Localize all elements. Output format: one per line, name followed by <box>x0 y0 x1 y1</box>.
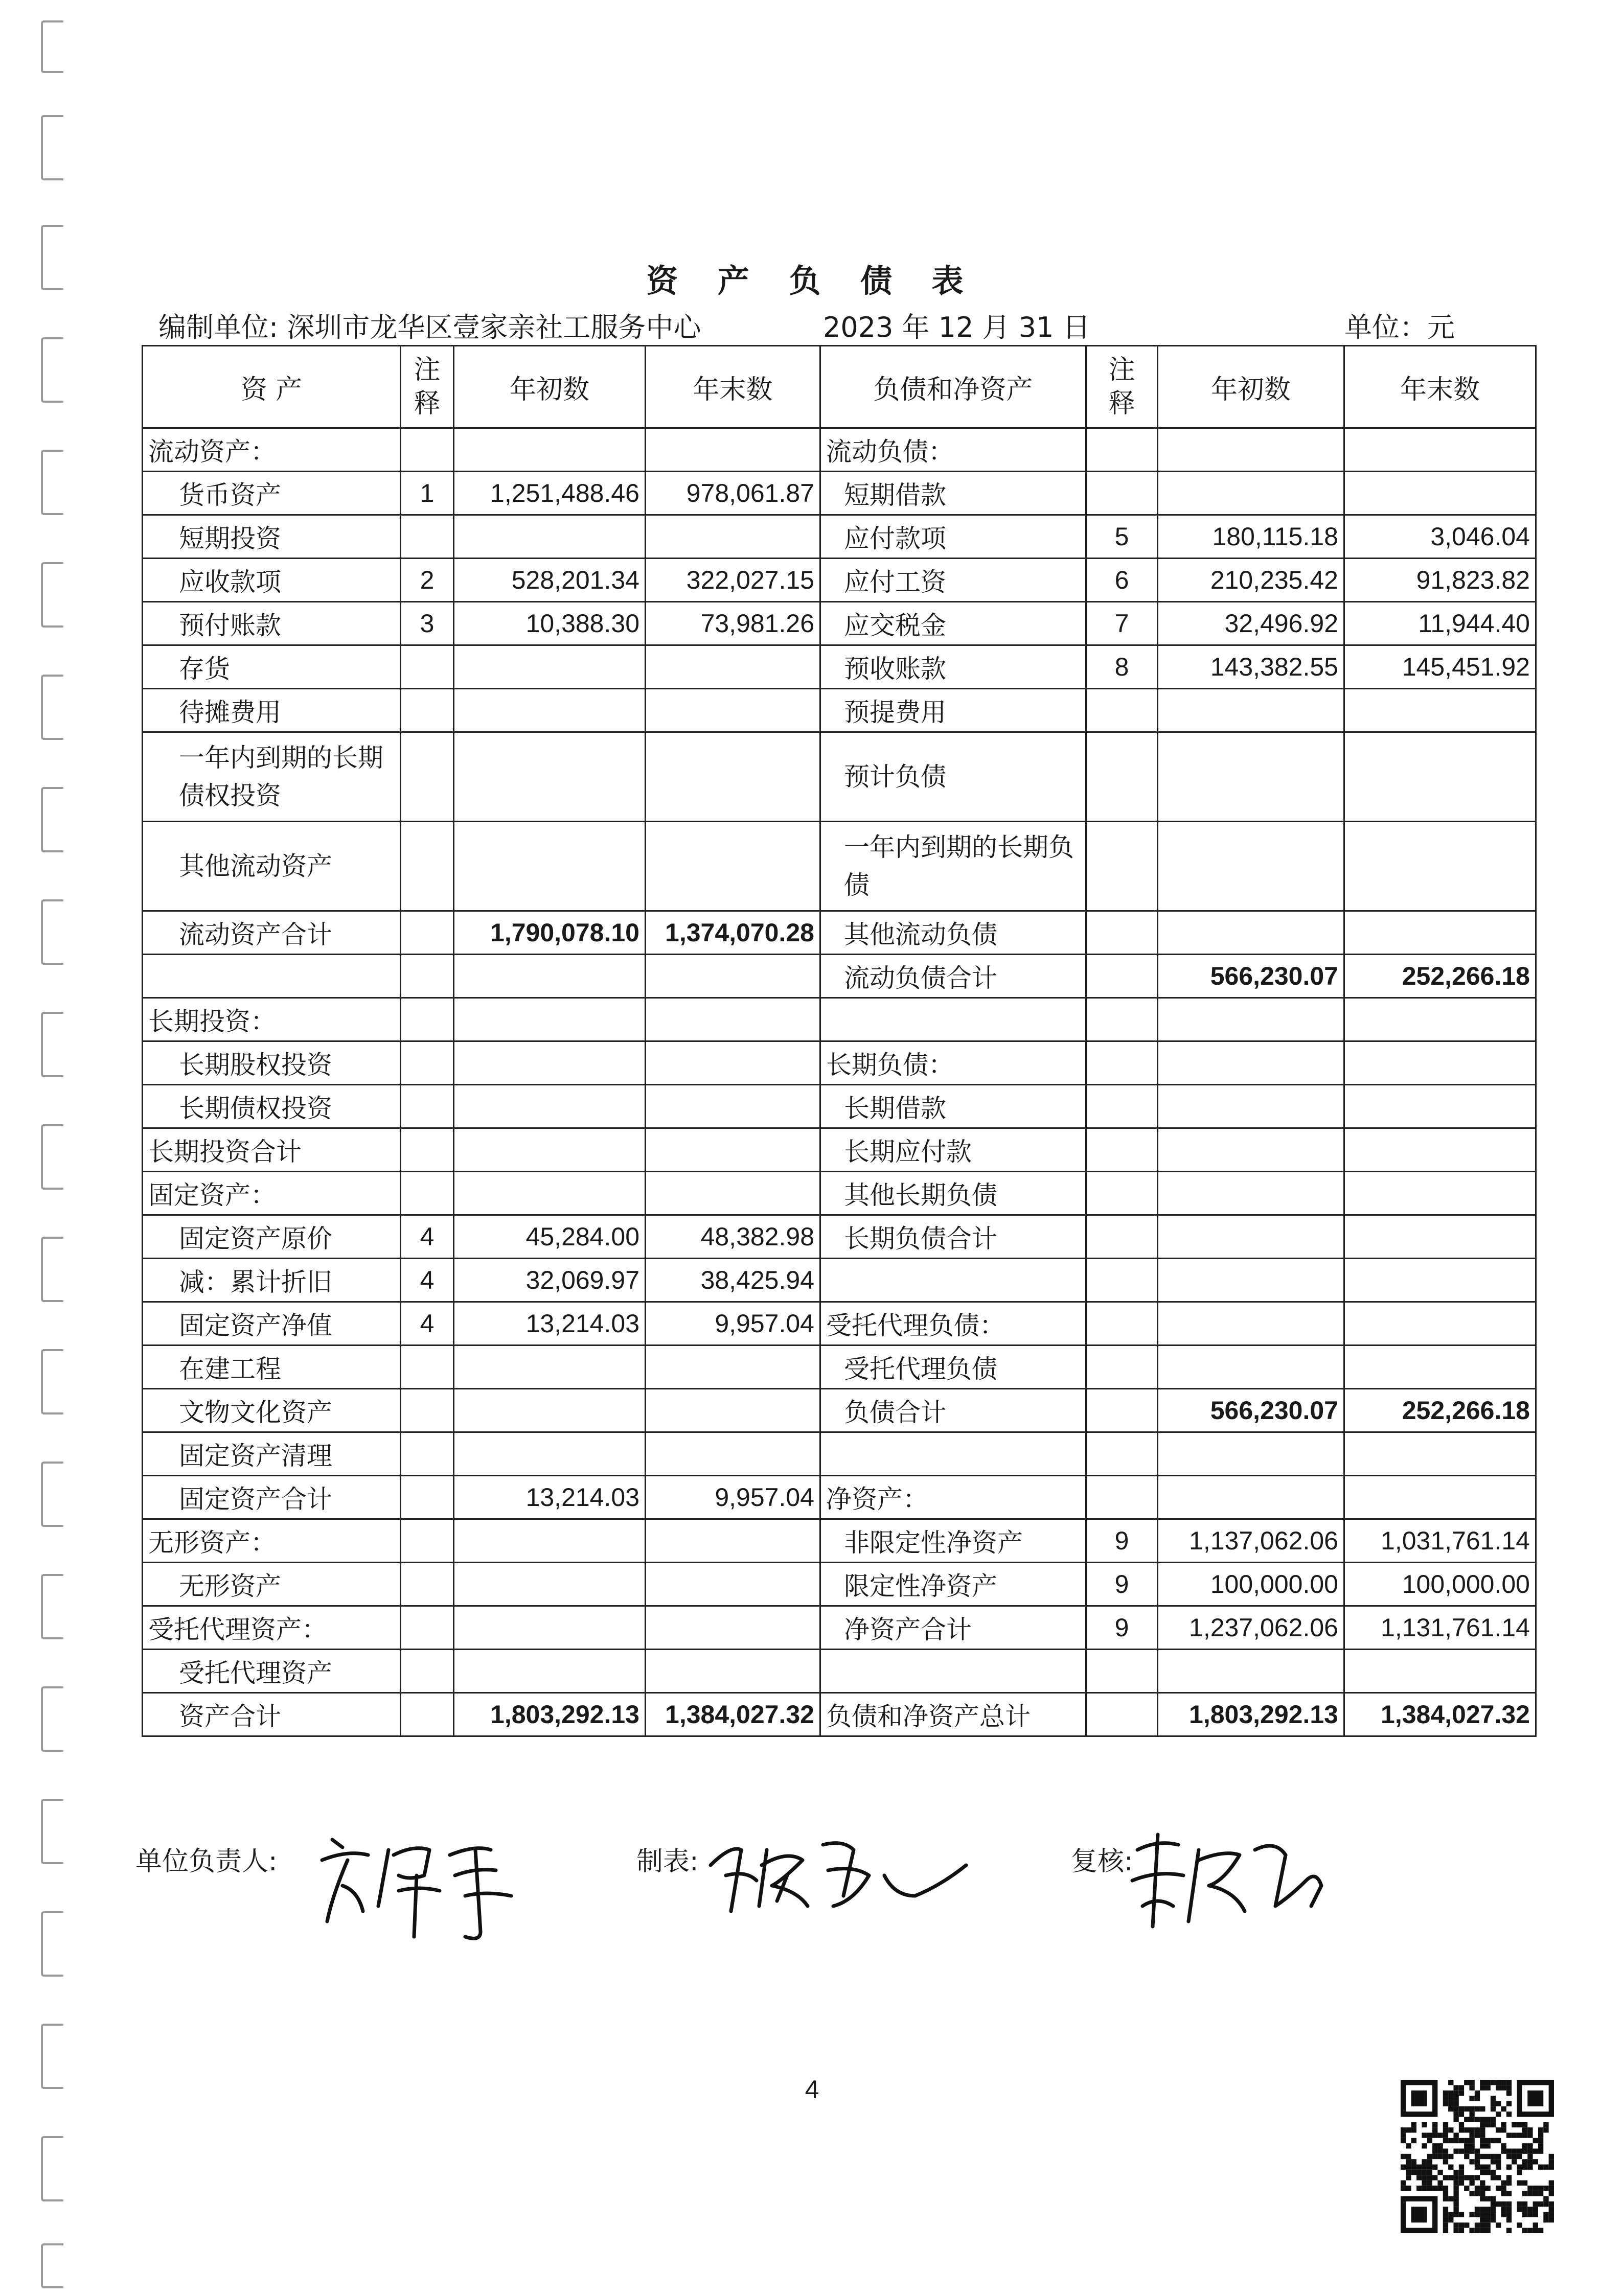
asset-begin <box>454 428 646 472</box>
liability-note <box>1086 1389 1158 1432</box>
asset-note: 4 <box>401 1215 454 1259</box>
liability-begin: 210,235.42 <box>1158 559 1344 602</box>
liability-label <box>820 1259 1086 1302</box>
asset-note <box>401 1085 454 1128</box>
table-row <box>143 955 1536 998</box>
col-end-header: 年末数 <box>646 346 820 428</box>
liability-note: 9 <box>1086 1606 1158 1650</box>
table-row <box>143 645 1536 689</box>
liability-begin: 1,137,062.06 <box>1158 1519 1344 1563</box>
liability-note <box>1086 1041 1158 1085</box>
balance-sheet-table <box>142 345 1537 1737</box>
liability-end: 1,131,761.14 <box>1344 1606 1536 1650</box>
table-row <box>143 1172 1536 1215</box>
table-row <box>143 602 1536 645</box>
asset-begin: 13,214.03 <box>454 1476 646 1519</box>
liability-label: 其他流动负债 <box>820 911 1086 955</box>
table-row <box>143 732 1536 822</box>
asset-end <box>646 515 820 559</box>
signature-reviewer-label: 复核: <box>1071 1846 1133 1877</box>
asset-note <box>401 998 454 1041</box>
liability-end: 3,046.04 <box>1344 515 1536 559</box>
liability-begin: 1,803,292.13 <box>1158 1693 1344 1736</box>
liability-begin <box>1158 732 1344 822</box>
asset-end <box>646 822 820 911</box>
asset-note <box>401 1432 454 1476</box>
liability-begin <box>1158 1128 1344 1172</box>
liability-end <box>1344 911 1536 955</box>
asset-note: 1 <box>401 472 454 515</box>
liability-begin <box>1158 1259 1344 1302</box>
liability-end <box>1344 732 1536 822</box>
table-row <box>143 472 1536 515</box>
liability-note <box>1086 911 1158 955</box>
asset-begin <box>454 645 646 689</box>
asset-begin <box>454 515 646 559</box>
liability-begin <box>1158 1172 1344 1215</box>
asset-label: 待摊费用 <box>143 689 401 732</box>
asset-begin <box>454 1606 646 1650</box>
liability-begin <box>1158 1432 1344 1476</box>
liability-end <box>1344 1432 1536 1476</box>
table-row <box>143 1215 1536 1259</box>
liability-label: 预收账款 <box>820 645 1086 689</box>
table-row <box>143 911 1536 955</box>
asset-label: 预付账款 <box>143 602 401 645</box>
liability-end <box>1344 822 1536 911</box>
asset-label: 货币资产 <box>143 472 401 515</box>
liability-begin: 32,496.92 <box>1158 602 1344 645</box>
liability-note <box>1086 1085 1158 1128</box>
table-row <box>143 1346 1536 1389</box>
liability-begin <box>1158 822 1344 911</box>
asset-end <box>646 689 820 732</box>
signature-head <box>312 1819 527 1947</box>
asset-end: 1,384,027.32 <box>646 1693 820 1736</box>
asset-begin <box>454 1389 646 1432</box>
asset-begin <box>454 998 646 1041</box>
asset-label: 长期债权投资 <box>143 1085 401 1128</box>
liability-begin: 566,230.07 <box>1158 1389 1344 1432</box>
asset-label: 短期投资 <box>143 515 401 559</box>
liability-begin <box>1158 1302 1344 1346</box>
asset-label: 无形资产 <box>143 1563 401 1606</box>
currency-unit: 单位：元 <box>1344 311 1455 343</box>
liability-end: 1,031,761.14 <box>1344 1519 1536 1563</box>
liability-note: 7 <box>1086 602 1158 645</box>
liability-label: 受托代理负债 <box>820 1346 1086 1389</box>
table-row <box>143 559 1536 602</box>
liability-label: 其他长期负债 <box>820 1172 1086 1215</box>
asset-begin: 13,214.03 <box>454 1302 646 1346</box>
liability-end <box>1344 1128 1536 1172</box>
liability-end: 11,944.40 <box>1344 602 1536 645</box>
asset-end: 9,957.04 <box>646 1476 820 1519</box>
table-row <box>143 1041 1536 1085</box>
liability-begin <box>1158 998 1344 1041</box>
col-begin2-header: 年初数 <box>1158 346 1344 428</box>
asset-note <box>401 955 454 998</box>
page-title: 资 产 负 债 表 <box>646 262 978 299</box>
liability-end <box>1344 1085 1536 1128</box>
col-assets-header: 资 产 <box>143 346 401 428</box>
table-row <box>143 822 1536 911</box>
page-number: 4 <box>805 2075 819 2104</box>
asset-note <box>401 911 454 955</box>
asset-label: 流动资产合计 <box>143 911 401 955</box>
asset-begin: 32,069.97 <box>454 1259 646 1302</box>
liability-begin <box>1158 1346 1344 1389</box>
asset-note <box>401 1650 454 1693</box>
table-row <box>143 1259 1536 1302</box>
liability-label: 预计负债 <box>820 732 1086 822</box>
table-row <box>143 1476 1536 1519</box>
table-row <box>143 1085 1536 1128</box>
liability-note <box>1086 1215 1158 1259</box>
asset-label: 受托代理资产： <box>143 1606 401 1650</box>
asset-end <box>646 1085 820 1128</box>
asset-label: 文物文化资产 <box>143 1389 401 1432</box>
liability-begin <box>1158 1085 1344 1128</box>
liability-begin <box>1158 911 1344 955</box>
asset-begin: 1,790,078.10 <box>454 911 646 955</box>
col-note-header <box>401 346 454 428</box>
liability-end <box>1344 1172 1536 1215</box>
table-row <box>143 1389 1536 1432</box>
liability-label <box>820 1432 1086 1476</box>
liability-end <box>1344 1041 1536 1085</box>
table-row <box>143 1650 1536 1693</box>
asset-label: 长期投资合计 <box>143 1128 401 1172</box>
asset-end: 9,957.04 <box>646 1302 820 1346</box>
asset-begin <box>454 1085 646 1128</box>
liability-note <box>1086 822 1158 911</box>
asset-note <box>401 1606 454 1650</box>
asset-begin <box>454 1519 646 1563</box>
asset-note <box>401 1693 454 1736</box>
table-row <box>143 689 1536 732</box>
asset-end <box>646 1650 820 1693</box>
asset-end <box>646 1041 820 1085</box>
liability-note <box>1086 955 1158 998</box>
liability-label: 应交税金 <box>820 602 1086 645</box>
asset-label: 减：累计折旧 <box>143 1259 401 1302</box>
liability-note <box>1086 732 1158 822</box>
asset-label: 固定资产合计 <box>143 1476 401 1519</box>
liability-begin <box>1158 472 1344 515</box>
asset-end <box>646 1432 820 1476</box>
asset-note <box>401 515 454 559</box>
asset-end <box>646 1389 820 1432</box>
asset-label: 固定资产原价 <box>143 1215 401 1259</box>
liability-begin <box>1158 1650 1344 1693</box>
asset-begin <box>454 955 646 998</box>
table-row <box>143 998 1536 1041</box>
asset-begin <box>454 1563 646 1606</box>
liability-end: 252,266.18 <box>1344 1389 1536 1432</box>
col-note2-header-text: 注释 <box>1108 355 1135 419</box>
liability-note <box>1086 1476 1158 1519</box>
liability-end <box>1344 1346 1536 1389</box>
liability-end: 1,384,027.32 <box>1344 1693 1536 1736</box>
asset-end <box>646 955 820 998</box>
asset-begin: 1,251,488.46 <box>454 472 646 515</box>
report-date: 2023 年 12 月 31 日 <box>823 311 1090 343</box>
asset-label: 在建工程 <box>143 1346 401 1389</box>
table-row <box>143 1563 1536 1606</box>
liability-note <box>1086 1172 1158 1215</box>
liability-label: 长期负债： <box>820 1041 1086 1085</box>
asset-note <box>401 1128 454 1172</box>
asset-begin: 528,201.34 <box>454 559 646 602</box>
asset-end <box>646 1606 820 1650</box>
asset-label: 无形资产： <box>143 1519 401 1563</box>
col-note2-header <box>1086 346 1158 428</box>
liability-end <box>1344 1215 1536 1259</box>
signature-head-label: 单位负责人: <box>135 1846 278 1877</box>
liability-label: 应付工资 <box>820 559 1086 602</box>
liability-label: 一年内到期的长期负债 <box>820 822 1086 911</box>
asset-end <box>646 645 820 689</box>
asset-label: 固定资产： <box>143 1172 401 1215</box>
liability-label: 长期借款 <box>820 1085 1086 1128</box>
col-note-header-text: 注释 <box>414 355 441 419</box>
liability-begin: 1,237,062.06 <box>1158 1606 1344 1650</box>
liability-label: 应付款项 <box>820 515 1086 559</box>
liability-note <box>1086 1302 1158 1346</box>
liability-end: 100,000.00 <box>1344 1563 1536 1606</box>
asset-label: 存货 <box>143 645 401 689</box>
reporting-unit: 编制单位: 深圳市龙华区壹家亲社工服务中心 <box>158 311 701 343</box>
liability-begin <box>1158 1476 1344 1519</box>
liability-note: 5 <box>1086 515 1158 559</box>
asset-note: 3 <box>401 602 454 645</box>
liability-note <box>1086 1259 1158 1302</box>
liability-label: 流动负债合计 <box>820 955 1086 998</box>
liability-label <box>820 998 1086 1041</box>
asset-end: 48,382.98 <box>646 1215 820 1259</box>
asset-end: 322,027.15 <box>646 559 820 602</box>
liability-end: 91,823.82 <box>1344 559 1536 602</box>
asset-note <box>401 822 454 911</box>
asset-begin: 10,388.30 <box>454 602 646 645</box>
asset-label: 长期股权投资 <box>143 1041 401 1085</box>
asset-label: 固定资产净值 <box>143 1302 401 1346</box>
liability-end: 252,266.18 <box>1344 955 1536 998</box>
asset-end <box>646 1172 820 1215</box>
liability-label: 负债和净资产总计 <box>820 1693 1086 1736</box>
table-row <box>143 1302 1536 1346</box>
signature-maker-label: 制表: <box>636 1846 699 1877</box>
asset-note <box>401 428 454 472</box>
asset-note <box>401 645 454 689</box>
asset-note <box>401 1519 454 1563</box>
liability-note <box>1086 428 1158 472</box>
liability-label: 受托代理负债： <box>820 1302 1086 1346</box>
liability-begin <box>1158 1041 1344 1085</box>
asset-note <box>401 1346 454 1389</box>
asset-begin <box>454 689 646 732</box>
asset-end <box>646 732 820 822</box>
asset-end <box>646 1128 820 1172</box>
liability-label: 非限定性净资产 <box>820 1519 1086 1563</box>
asset-note: 2 <box>401 559 454 602</box>
liability-begin <box>1158 1215 1344 1259</box>
asset-label: 一年内到期的长期债权投资 <box>143 732 401 822</box>
liability-begin: 566,230.07 <box>1158 955 1344 998</box>
col-begin-header: 年初数 <box>454 346 646 428</box>
liability-end: 145,451.92 <box>1344 645 1536 689</box>
liability-note <box>1086 1432 1158 1476</box>
asset-end <box>646 1563 820 1606</box>
asset-note <box>401 689 454 732</box>
table-row <box>143 1519 1536 1563</box>
asset-end <box>646 1346 820 1389</box>
table-row <box>143 515 1536 559</box>
col-end2-header: 年末数 <box>1344 346 1536 428</box>
asset-note: 4 <box>401 1259 454 1302</box>
liability-note: 9 <box>1086 1563 1158 1606</box>
asset-end: 1,374,070.28 <box>646 911 820 955</box>
liability-note <box>1086 1128 1158 1172</box>
table-row <box>143 1432 1536 1476</box>
asset-begin <box>454 1128 646 1172</box>
asset-note: 4 <box>401 1302 454 1346</box>
liability-label: 净资产： <box>820 1476 1086 1519</box>
liability-end <box>1344 1650 1536 1693</box>
asset-label: 资产合计 <box>143 1693 401 1736</box>
liability-note: 9 <box>1086 1519 1158 1563</box>
table-row <box>143 1128 1536 1172</box>
liability-end <box>1344 1259 1536 1302</box>
qr-code <box>1401 2080 1554 2233</box>
table-header-row <box>143 346 1536 428</box>
asset-end <box>646 998 820 1041</box>
liability-note <box>1086 1693 1158 1736</box>
asset-end <box>646 428 820 472</box>
liability-label <box>820 1650 1086 1693</box>
asset-begin <box>454 1041 646 1085</box>
liability-note: 6 <box>1086 559 1158 602</box>
liability-end <box>1344 428 1536 472</box>
asset-end <box>646 1519 820 1563</box>
liability-end <box>1344 689 1536 732</box>
asset-begin <box>454 822 646 911</box>
asset-label: 受托代理资产 <box>143 1650 401 1693</box>
liability-end <box>1344 1476 1536 1519</box>
asset-label <box>143 955 401 998</box>
asset-note <box>401 1389 454 1432</box>
asset-begin <box>454 1172 646 1215</box>
asset-begin: 1,803,292.13 <box>454 1693 646 1736</box>
liability-label: 长期应付款 <box>820 1128 1086 1172</box>
asset-note <box>401 1172 454 1215</box>
asset-end: 73,981.26 <box>646 602 820 645</box>
asset-begin <box>454 732 646 822</box>
table-row <box>143 428 1536 472</box>
liability-note <box>1086 1650 1158 1693</box>
liability-label: 净资产合计 <box>820 1606 1086 1650</box>
liability-note <box>1086 1346 1158 1389</box>
table-row <box>143 1693 1536 1736</box>
liability-label: 预提费用 <box>820 689 1086 732</box>
asset-begin <box>454 1432 646 1476</box>
signature-maker <box>700 1819 987 1921</box>
col-liabilities-header: 负债和净资产 <box>820 346 1086 428</box>
signature-reviewer <box>1122 1819 1337 1942</box>
liability-label: 流动负债： <box>820 428 1086 472</box>
liability-label: 短期借款 <box>820 472 1086 515</box>
asset-note <box>401 1563 454 1606</box>
asset-label: 应收款项 <box>143 559 401 602</box>
asset-end: 38,425.94 <box>646 1259 820 1302</box>
asset-begin <box>454 1650 646 1693</box>
liability-end <box>1344 1302 1536 1346</box>
liability-begin: 180,115.18 <box>1158 515 1344 559</box>
liability-begin <box>1158 428 1344 472</box>
liability-begin: 100,000.00 <box>1158 1563 1344 1606</box>
liability-begin: 143,382.55 <box>1158 645 1344 689</box>
liability-note: 8 <box>1086 645 1158 689</box>
liability-end <box>1344 472 1536 515</box>
liability-label: 负债合计 <box>820 1389 1086 1432</box>
liability-note <box>1086 689 1158 732</box>
liability-note <box>1086 472 1158 515</box>
asset-note <box>401 1476 454 1519</box>
asset-label: 流动资产： <box>143 428 401 472</box>
liability-end <box>1344 998 1536 1041</box>
liability-label: 长期负债合计 <box>820 1215 1086 1259</box>
table-row <box>143 1606 1536 1650</box>
asset-label: 固定资产清理 <box>143 1432 401 1476</box>
liability-label: 限定性净资产 <box>820 1563 1086 1606</box>
asset-begin: 45,284.00 <box>454 1215 646 1259</box>
liability-begin <box>1158 689 1344 732</box>
asset-label: 长期投资： <box>143 998 401 1041</box>
asset-label: 其他流动资产 <box>143 822 401 911</box>
asset-end: 978,061.87 <box>646 472 820 515</box>
asset-note <box>401 732 454 822</box>
asset-note <box>401 1041 454 1085</box>
asset-begin <box>454 1346 646 1389</box>
liability-note <box>1086 998 1158 1041</box>
